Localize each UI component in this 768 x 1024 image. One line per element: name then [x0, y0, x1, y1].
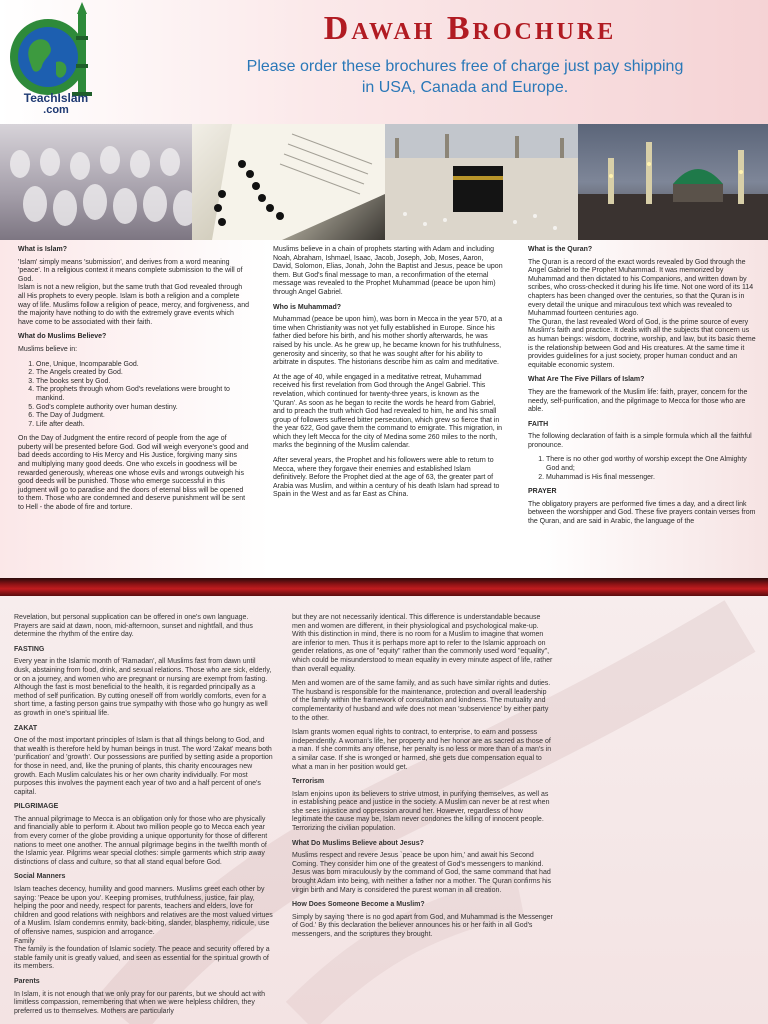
list-item: 5. God's complete authority over human destiny.	[36, 404, 250, 413]
heading-muslim-beliefs: What do Muslims Believe?	[18, 333, 107, 341]
heading-zakat: ZAKAT	[14, 724, 38, 732]
heading-become-muslim: How Does Someone Become a Muslim?	[292, 901, 425, 909]
paragraph: Muslims believe in a chain of prophets starting with Adam and including Noah, Abraham, Ishmael, Isaac, Jacob, Joseph, Job, Moses, Aaron, David, Solomon, Elias, Jonah, John the Baptist and Jesus, peace be upon them. But God's final message to man, a reconfirmation of the eternal message was revealed to the Prophet Muhammad (peace be upon him) through Angel Gabriel.	[273, 246, 503, 296]
paragraph: They are the framework of the Muslim life: faith, prayer, concern for the needy, self-purification, and the pilgrimage to Mecca for those who are able.	[528, 388, 748, 414]
column-muhammad	[273, 246, 505, 506]
heading-jesus: What Do Muslims Believe about Jesus?	[292, 839, 424, 847]
heading-faith: FAITH	[528, 420, 549, 428]
heading-who-is-muhammad: Who is Muhammad?	[273, 303, 342, 311]
paragraph: Islam enjoins upon its believers to strive utmost, in purifying themselves, as well as in establishing peace and justice in the society. A Muslim can never be at rest when she sees injustice and oppression around her. However, regardless of how legitimate the cause may be, Islam never condones the killing of innocent people. Terrorizing the civilian population.	[292, 790, 550, 833]
column-what-is-islam	[18, 246, 250, 519]
paragraph: Revelation, but personal supplication can be offered in one's own language. Prayers are said at dawn, noon, mid-afternoon, sunset and nightfall, and thus determine the rhythm of the entire day.	[14, 614, 253, 639]
paragraph: Muslims respect and revere Jesus `peace be upon him,' and await his Second Coming. They consider him one of the greatest of God's messengers to mankind. Jesus was born miraculously by the command of God, the same command that had brought Adam into being, with neither a father nor a mother. The Quran confirms his virgin birth and Mary is considered the purest woman in all creation.	[292, 852, 552, 894]
paragraph: but they are not necessarily identical. This difference is understandable because men and women are different, in their physiological and psychological make-up. With this distinction in mind, there is no room for a Muslim to imagine that women are inferior to men. Thus it is perhaps more apt to refer to the Islamic approach on gender relations, as one of "equity" rather than the commonly used word "equality", which could be misunderstood to mean equality in every minute aspect of life, rather than overall equality.	[292, 614, 553, 673]
paragraph: Men and women are of the same family, and as such have similar rights and duties. The husband is responsible for the maintenance, protection and overall leadership of the family within the framework of consultation and kindness. The mutuality and complementarity of husband and wife does not mean 'subservience' by either party to the other.	[292, 680, 551, 722]
list-item: 4. The prophets through whom God's revelations were brought to mankind.	[36, 386, 250, 403]
paragraph: On the Day of Judgment the entire record of people from the age of puberty will be presented before God. God will weigh everyone's good and bad deeds according to His Mercy and His Justice, forgiving many sins and multiplying many good deeds. One who excels in goodness will be rewarded generously, whereas one whose evils and wrongs outweigh his good deeds will be punished. Those who emerge successful in this judgment will go to paradise and the doors of eternal bliss will be opened to them. Those who are condemned and deserve punishment will be sent to Hell - the abode of fire and torture.	[18, 435, 249, 512]
list-item: 2. The Angels created by God.	[36, 369, 250, 378]
paragraph: Muhammad (peace be upon him), was born in Mecca in the year 570, at a time when Christianity was not yet fully established in Europe. Since his father died before his birth, and his mother shortly afterwards, he was raised by his uncle. As he grew up, he became known for his truthfulness, generosity and sincerity, so that he was sought after for his ability to arbitrate in disputes. The historians describe him as calm and meditative.	[273, 316, 503, 367]
paragraph: After several years, the Prophet and his followers were able to return to Mecca, where they forgave their enemies and established Islam definitively. Before the Prophet died at the age of 63, the greater part of Arabia was Muslim, and within a century of his death Islam had spread to Spain in the West and as far East as China.	[273, 457, 500, 499]
paragraph: One of the most important principles of Islam is that all things belong to God, and that wealth is therefore held by human beings in trust. The word 'Zakat' means both 'purification' and 'growth'. Our possessions are purified by setting aside a proportion for those in need, and, like the pruning of plants, this charity encourages new growth. Each Muslim calculates his or her own charity individually. For most purposes this involves the payment each year of two and a half percent of one's capital.	[14, 737, 273, 796]
photo-kaaba	[385, 124, 578, 240]
lower-column-middle	[292, 614, 554, 946]
subtitle-line-1: Please order these brochures free of charge just pay shipping	[246, 58, 684, 75]
brochure-title: Dawah Brochure	[323, 10, 617, 47]
logo-domain: .com	[43, 104, 69, 116]
list-item: 7. Life after death.	[36, 421, 250, 430]
heading-prayer: PRAYER	[528, 488, 557, 496]
heading-pilgrimage: PILGRIMAGE	[14, 803, 59, 811]
heading-parents: Parents	[14, 977, 40, 985]
faith-list	[528, 456, 758, 482]
paragraph: In Islam, it is not enough that we only pray for our parents, but we should act with limitless compassion, remembering that when we were helpless children, they preferred us to themselves. Mothers are particularly	[14, 990, 265, 1015]
logo-name: TeachIslam	[23, 91, 89, 105]
paragraph: 'Islam' simply means 'submission', and derives from a word meaning 'peace'. In a religious context it means complete submission to the will of God. Islam is not a new religion, but the same truth that God revealed through all His prophets to every people. Islam is both a religion and a complete way of life. Muslims follow a religion of peace, mercy, and forgiveness, and the majority have nothing to do with the extremely grave events which have come to be associated with their faith.	[18, 258, 249, 326]
section-divider	[0, 578, 768, 596]
heading-what-is-quran: What is the Quran?	[528, 246, 593, 253]
lower-column-left	[14, 614, 274, 1022]
column-quran-pillars	[528, 246, 758, 533]
list-item: 1. There is no other god worthy of worship except the One Almighty God and;	[546, 456, 758, 473]
heading-terrorism: Terrorism	[292, 778, 325, 786]
brochure-subtitle	[175, 56, 755, 98]
logo-text	[6, 92, 106, 116]
paragraph: The obligatory prayers are performed five times a day, and a direct link between the worshipper and God. These five prayers contain verses from the Quran, and are said in Arabic, the language of the	[528, 500, 756, 526]
upper-section	[0, 240, 768, 580]
photo-quran-beads	[192, 124, 385, 240]
paragraph: Muslims believe in:	[18, 345, 78, 353]
lower-section	[0, 596, 768, 1024]
paragraph: The Quran is a record of the exact words revealed by God through the Angel Gabriel to the Prophet Muhammad. It was memorized by Muhammad and then dictated to his Companions, and written down by scribes, who cross-checked it during his life time. Not one word of its 114 chapters has been changed over the centuries, so that the Quran is in every detail the unique and miraculous text which was revealed to Muhammad fourteen centuries ago. The Quran, the last revealed Word of God, is the prime source of every Muslim's faith and practice. It deals with all the subjects that concern us as human beings: wisdom, doctrine, worship, and law, but its basic theme is the relationship between God and His creatures. At the same time it provides guidelines for a just society, proper human conduct and an equitable economic system.	[528, 258, 756, 369]
paragraph: Simply by saying 'there is no god apart from God, and Muhammad is the Messenger of God.' By this declaration the believer announces his or her faith in all God's messengers, and the scriptures they brought.	[292, 913, 553, 938]
photo-prophets-mosque	[578, 124, 768, 240]
paragraph: Every year in the Islamic month of 'Ramadan', all Muslims fast from dawn until dusk, abstaining from food, drink, and sexual relations. Those who are sick, elderly, or on a journey, and women who are pregnant or nursing are exempt from fasting. Although the fast is most beneficial to the health, it is regarded principally as a method of self purification. By cutting oneself off from worldly comforts, even for a short time, a fasting person gains true sympathy with those who go hungry as well as growth in one's spiritual life.	[14, 658, 272, 717]
list-item: 2. Muhammad is His final messenger.	[546, 474, 758, 483]
heading-five-pillars: What Are The Five Pillars of Islam?	[528, 376, 645, 384]
heading-what-is-islam: What is Islam?	[18, 246, 68, 253]
photo-pilgrims	[0, 124, 192, 240]
paragraph: The following declaration of faith is a simple formula which all the faithful pronounce.	[528, 433, 752, 449]
paragraph: Islam grants women equal rights to contract, to enterprise, to earn and possess independently. A woman's life, her property and her honor are as sacred as those of a man. If she commits any offense, her penalty is no less or more than of a man's in a similar case. If she is wronged or harmed, she gets due compensation equal to what a man in her position would get.	[292, 729, 552, 771]
list-item: 3. The books sent by God.	[36, 378, 250, 387]
paragraph: At the age of 40, while engaged in a meditative retreat, Muhammad received his first revelation from God through the Angel Gabriel. This revelation, which continued for twenty-three years, is known as the 'Quran'. As soon as he began to recite the words he heard from Gabriel, and to preach the truth which God had revealed to him, he and his small group of followers suffered bitter persecution, which grew so fierce that in the year 622, God gave them the command to emigrate. This migration, in which they left Mecca for the city of Medina some 260 miles to the north, marks the beginning of the Muslim calendar.	[273, 373, 503, 450]
header	[0, 0, 768, 124]
paragraph: The annual pilgrimage to Mecca is an obligation only for those who are physically and financially able to perform it. About two million people go to Mecca each year from every corner of the globe providing a unique opportunity for those of different nations to meet one another. The annual pilgrimage begins in the twelfth month of the Islamic year. Pilgrims wear special clothes: simple garments which strip away distinctions of class and culture, so that all stand equal before God.	[14, 815, 268, 866]
heading-social-manners: Social Manners	[14, 873, 66, 881]
list-item: 1. One, Unique, Incomparable God.	[36, 361, 250, 370]
list-item: 6. The Day of Judgment.	[36, 412, 250, 421]
subtitle-line-2: in USA, Canada and Europe.	[361, 79, 569, 96]
beliefs-list	[18, 361, 250, 430]
photo-strip	[0, 124, 768, 240]
paragraph: Islam teaches decency, humility and good manners. Muslims greet each other by saying: 'Peace be upon you'. Keeping promises, truthfulness, justice, fair play, helping the poor and needy, respect for parents, teachers and elders, love for children and good relations with neighbors and relatives are the most valued virtues of a Muslim. Islam condemns enmity, back-biting, slander, blasphemy, ridicule, use of offensive names, suspicion and arrogance. Family The family is the foundation of Islamic society. The peace and security offered by a stable family unit is greatly valued, and seen as essential for the spiritual growth of its members.	[14, 886, 273, 971]
heading-fasting: FASTING	[14, 645, 45, 653]
